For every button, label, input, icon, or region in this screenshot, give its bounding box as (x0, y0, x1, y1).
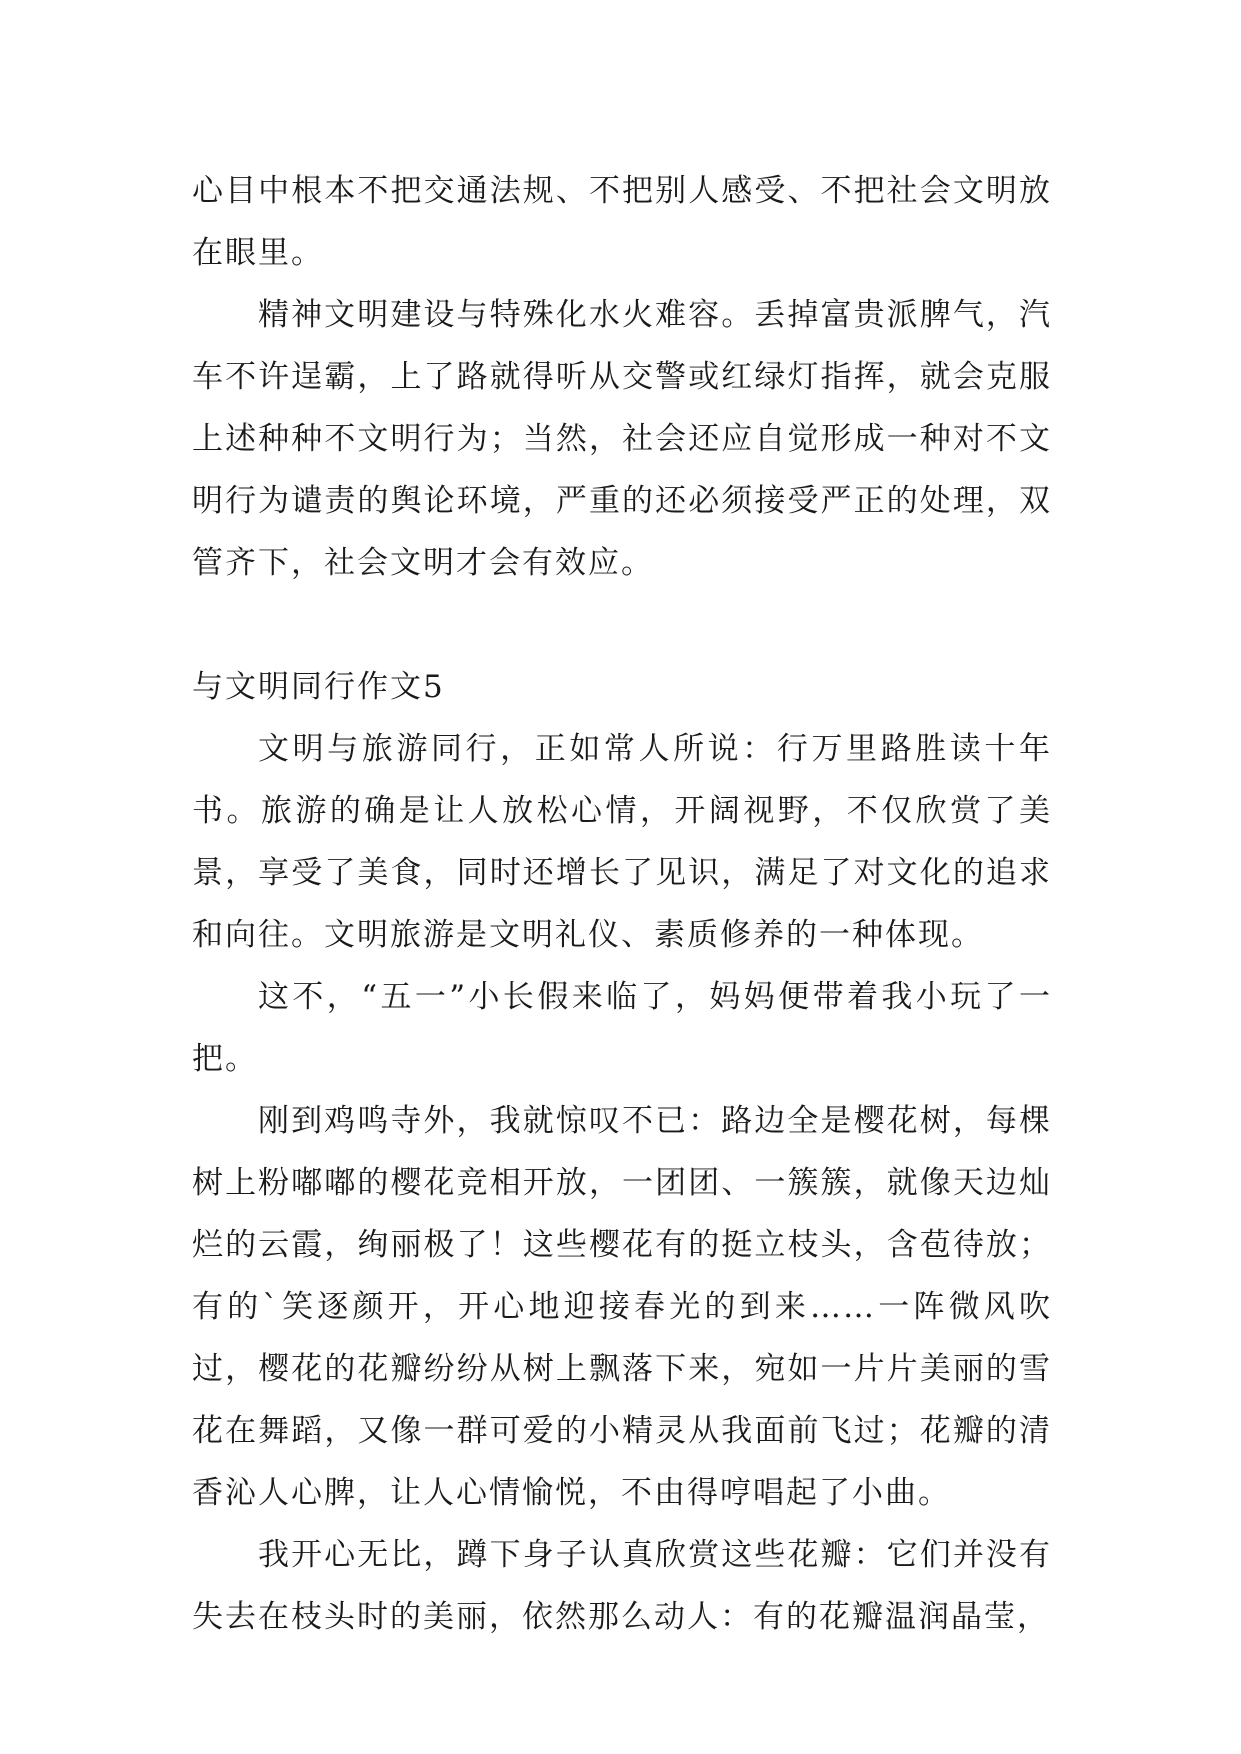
paragraph-petals: 我开心无比，蹲下身子认真欣赏这些花瓣：它们并没有失去在枝头时的美丽，依然那么动人：有的花瓣温润晶莹， (192, 1537, 1052, 1635)
document-body (192, 160, 1052, 1648)
paragraph-continuation: 心目中根本不把交通法规、不把别人感受、不把社会文明放在眼里。 (192, 173, 1052, 271)
paragraph-cherry-blossoms: 刚到鸡鸣寺外，我就惊叹不已：路边全是樱花树，每棵树上粉嘟嘟的樱花竞相开放，一团团、一簇簇，就像天边灿烂的云霞，绚丽极了！这些樱花有的挺立枝头，含苞待放；有的`笑逐颜开，开心地迎接春光的到来……一阵微风吹过，樱花的花瓣纷纷从树上飘落下来，宛如一片片美丽的雪花在舞蹈，又像一群可爱的小精灵从我面前飞过；花瓣的清香沁人心脾，让人心情愉悦，不由得哼唱起了小曲。 (192, 1103, 1052, 1511)
section-title: 与文明同行作文5 (192, 669, 445, 705)
paragraph-civilized-travel: 文明与旅游同行，正如常人所说：行万里路胜读十年书。旅游的确是让人放松心情，开阔视野，不仅欣赏了美景，享受了美食，同时还增长了见识，满足了对文化的追求和向往。文明旅游是文明礼仪、素质修养的一种体现。 (192, 731, 1052, 953)
paragraph-spiritual-civilization: 精神文明建设与特殊化水火难容。丢掉富贵派脾气，汽车不许逞霸，上了路就得听从交警或红绿灯指挥，就会克服上述种种不文明行为；当然，社会还应自觉形成一种对不文明行为谴责的舆论环境，严重的还必须接受严正的处理，双管齐下，社会文明才会有效应。 (192, 297, 1052, 581)
paragraph-may-day: 这不，“五一”小长假来临了，妈妈便带着我小玩了一把。 (192, 979, 1052, 1077)
